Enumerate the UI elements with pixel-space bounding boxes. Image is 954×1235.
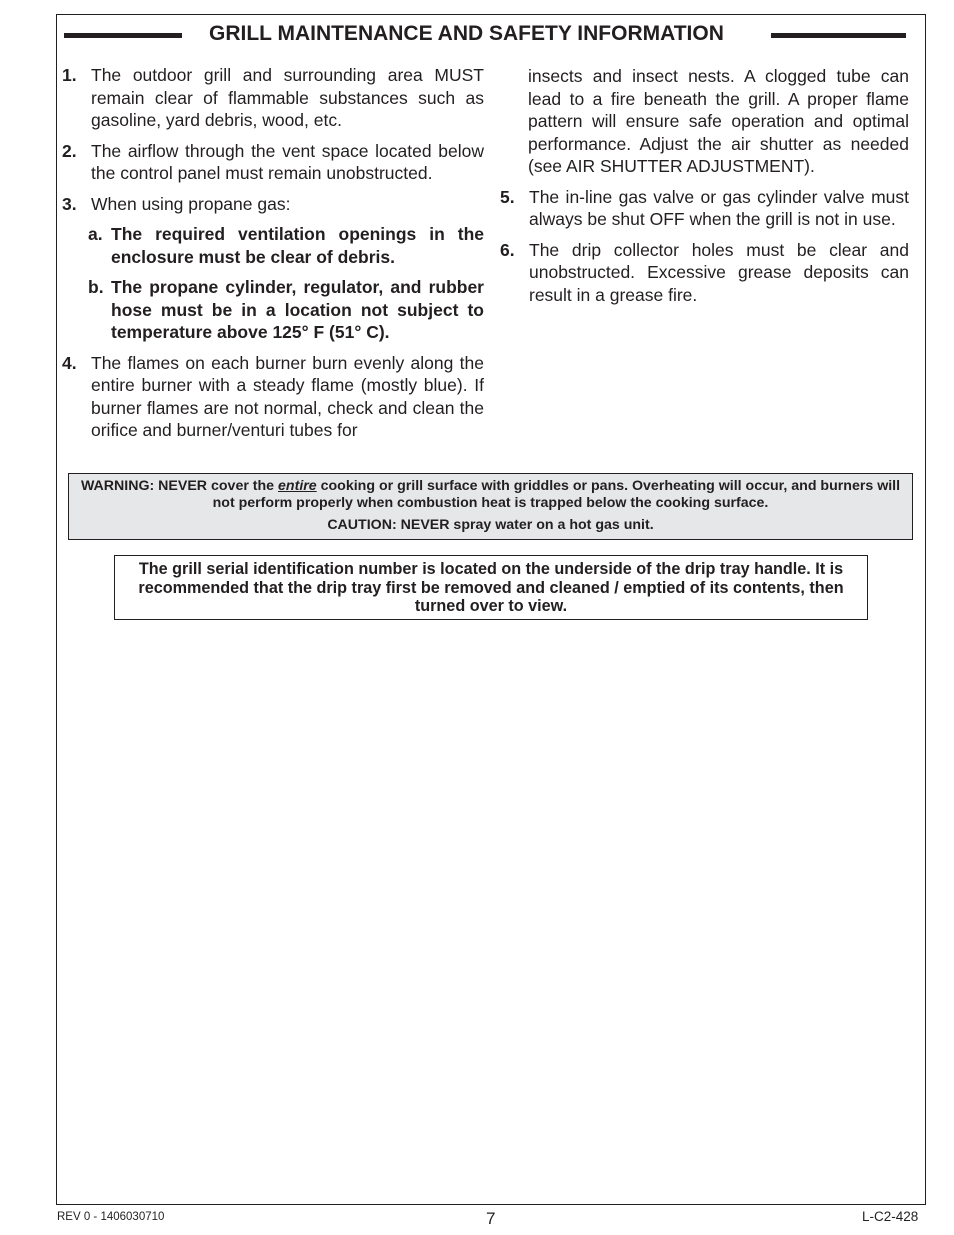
list-item-4 (62, 352, 484, 442)
warning-emphasis: entire (278, 478, 317, 494)
list-item-1 (62, 64, 484, 132)
caution-text: CAUTION: NEVER spray water on a hot gas unit. (327, 517, 654, 533)
item-text: The drip collector holes must be clear and unobstructed. Excessive grease deposits can result in a grease fire. (529, 239, 909, 305)
serial-number-note: The grill serial identification number is located on the underside of the drip tray handle. It is recommended that the drip tray first be removed and cleaned / emptied of its contents, then turned over to view. (114, 555, 868, 620)
item-number: 6. (500, 239, 515, 260)
item-text: The flames on each burner burn evenly along the entire burner with a steady flame (mostly blue). If burner flames are not normal, check and clean the orifice and burner/venturi tubes for (91, 352, 484, 440)
list-item-2 (62, 140, 484, 185)
list-item-6 (500, 239, 909, 307)
document-code: L-C2-428 (862, 1209, 919, 1224)
heading-rule-left (64, 33, 182, 38)
sub-item-b (62, 276, 484, 344)
right-column (500, 65, 909, 314)
warning-box (68, 473, 913, 540)
page-title: GRILL MAINTENANCE AND SAFETY INFORMATION (209, 22, 724, 45)
item-number: 2. (62, 140, 77, 161)
section-heading (64, 20, 906, 50)
page-number: 7 (486, 1209, 496, 1228)
warning-prefix: WARNING: NEVER cover the (80, 478, 279, 494)
warning-suffix: cooking or grill surface with griddles or pans. Overheating will occur, and burners will not perform properly when combustion heat is trapped below the cooking surface. (212, 478, 901, 511)
warning-text (69, 478, 912, 511)
item-number: 4. (62, 352, 77, 373)
list-item-4-continued: insects and insect nests. A clogged tube can lead to a fire beneath the grill. A proper flame pattern will ensure safe operation and optimal performance. Adjust the air shutter as needed (see AIR SHUTTER ADJUSTMENT). (528, 66, 909, 176)
item-text: The in-line gas valve or gas cylinder valve must always be shut OFF when the grill is not in use. (529, 186, 909, 229)
sub-item-a (62, 223, 484, 268)
heading-rule-right (771, 33, 906, 38)
sub-item-letter: b. (88, 277, 104, 297)
footer-revision: REV 0 - 1406030710 (57, 1211, 165, 1223)
list-item-3 (62, 193, 484, 216)
item-text: The airflow through the vent space located below the control panel must remain unobstructed. (91, 140, 484, 183)
sub-item-text: The required ventilation openings in the enclosure must be clear of debris. (111, 224, 484, 267)
list-item-5 (500, 186, 909, 231)
left-column (62, 64, 484, 450)
item-number: 5. (500, 186, 515, 207)
item-number: 1. (62, 65, 77, 85)
sub-item-letter: a. (88, 224, 103, 244)
sub-item-text: The propane cylinder, regulator, and rubber hose must be in a location not subject to temperature above 125° F (51° C). (111, 277, 484, 342)
item-number: 3. (62, 193, 77, 214)
item-text: When using propane gas: (91, 193, 291, 214)
item-text: The outdoor grill and surrounding area MUST remain clear of flammable substances such as gasoline, yard debris, wood, etc. (91, 65, 484, 130)
